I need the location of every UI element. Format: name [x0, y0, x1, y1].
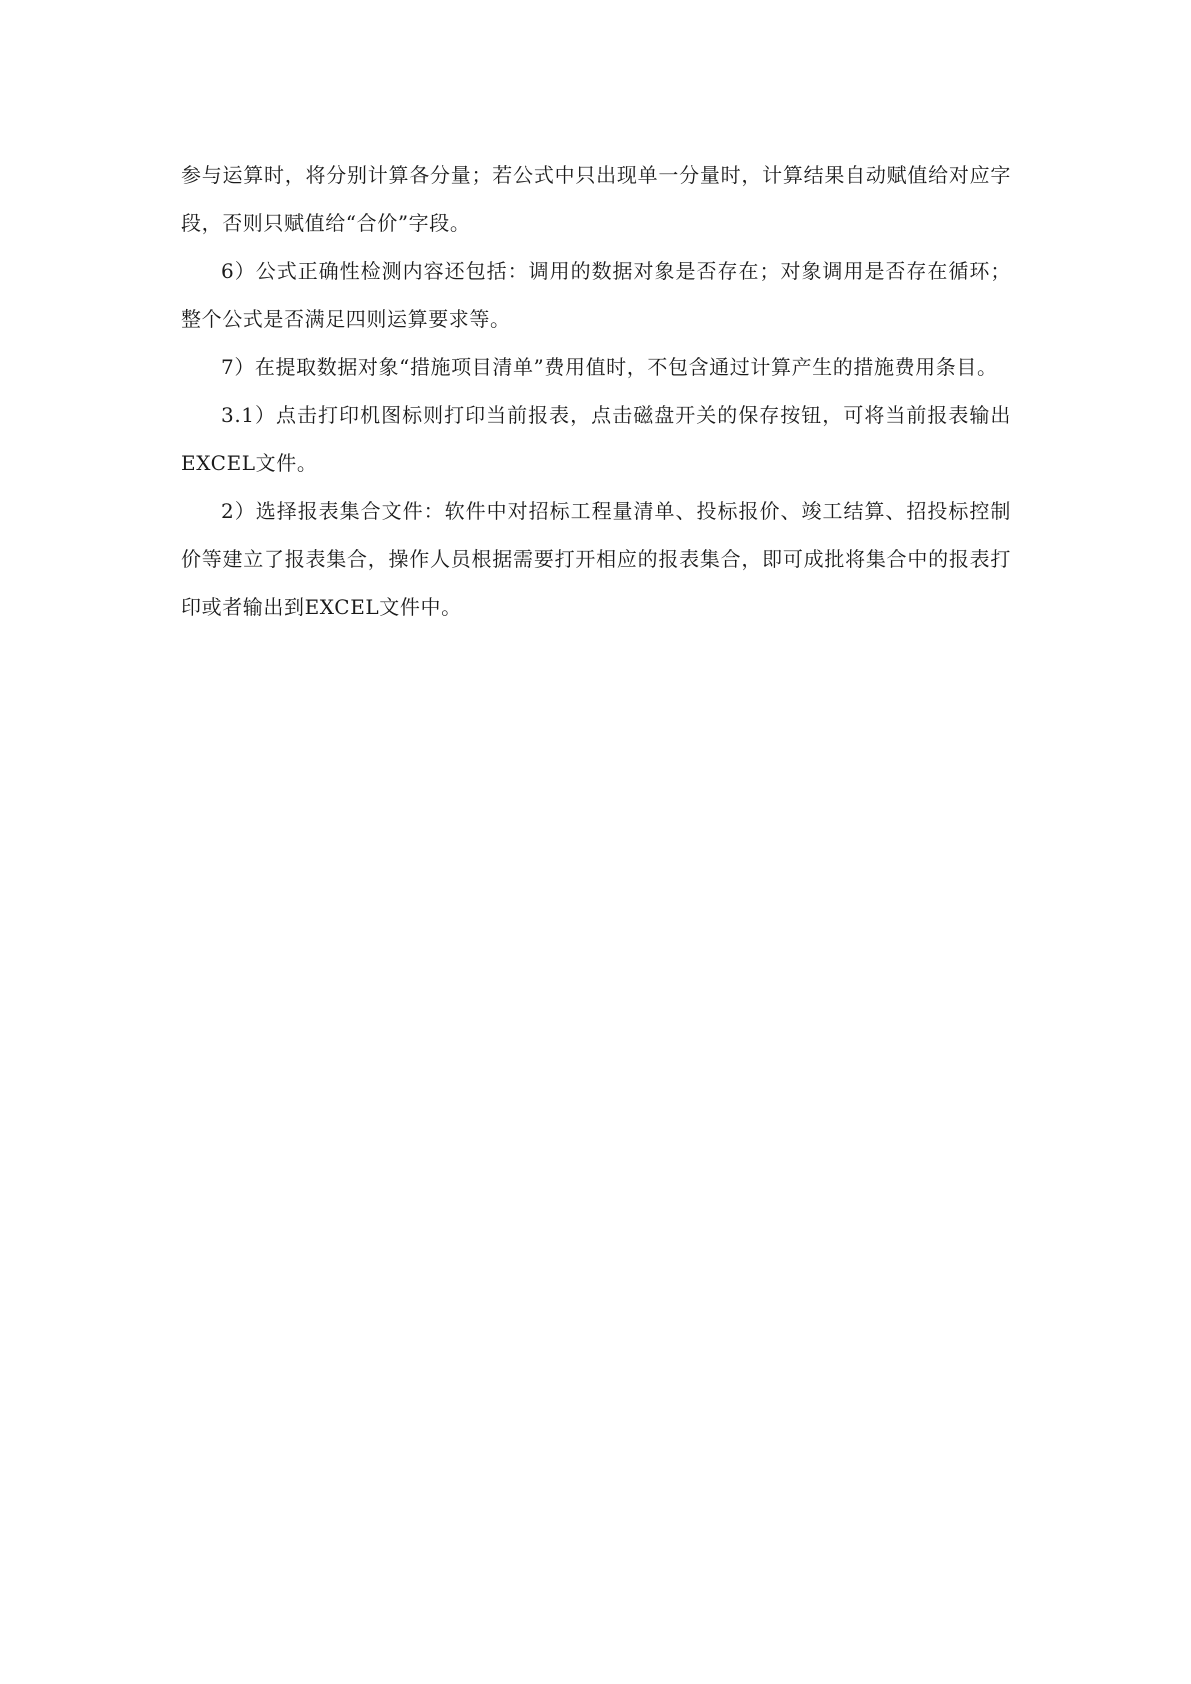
- paragraph-item-6: 6）公式正确性检测内容还包括：调用的数据对象是否存在；对象调用是否存在循环；整个公式是否满足四则运算要求等。: [181, 259, 1011, 331]
- paragraph-continuation: 参与运算时，将分别计算各分量；若公式中只出现单一分量时，计算结果自动赋值给对应字段，否则只赋值给“合价”字段。: [181, 163, 1011, 235]
- paragraph-item-7: 7）在提取数据对象“措施项目清单”费用值时，不包含通过计算产生的措施费用条目。: [221, 355, 998, 379]
- paragraph-item-3-1: 3.1）点击打印机图标则打印当前报表，点击磁盘开关的保存按钮，可将当前报表输出EXCEL文件。: [181, 403, 1011, 475]
- document-body: [181, 151, 1011, 631]
- paragraph-item-2: 2）选择报表集合文件：软件中对招标工程量清单、投标报价、竣工结算、招投标控制价等建立了报表集合，操作人员根据需要打开相应的报表集合，即可成批将集合中的报表打印或者输出到EXCEL文件中。: [181, 499, 1011, 619]
